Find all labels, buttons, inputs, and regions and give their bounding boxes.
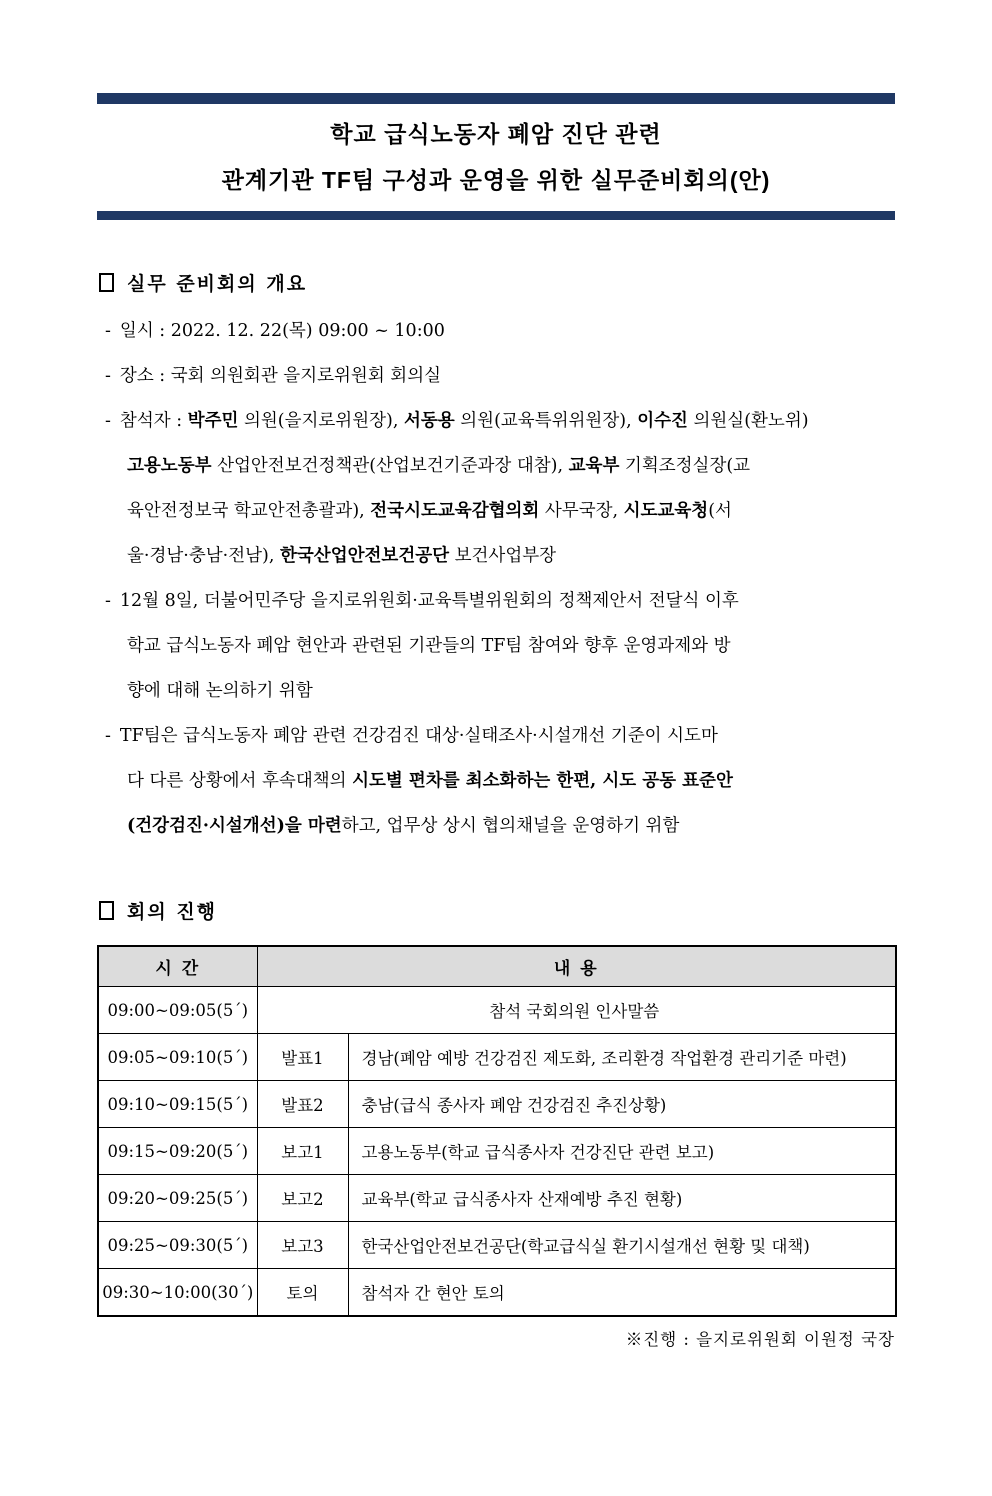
agenda-content-cell: 충남(급식 종사자 폐암 건강검진 추진상황) [348,1081,896,1128]
section-heading-overview-label: 실무 준비회의 개요 [127,273,308,295]
text-segment: 기획조정실장(교 [619,456,751,476]
bullet-continuation-line [97,444,895,489]
table-row [98,1128,896,1175]
bullet-line [97,309,895,354]
text-segment: (서 [708,501,732,521]
text-segment: 사무국장, [539,501,624,521]
document-title-line-1: 학교 급식노동자 폐암 진단 관련 [330,121,662,147]
dash-bullet: - [105,591,111,611]
agenda-label-cell: 보고1 [257,1128,348,1175]
section-heading-agenda [97,897,895,924]
footer-note: ※진행 : 을지로위원회 이원정 국장 [625,1330,895,1349]
title-top-rule [97,93,895,104]
text-segment: 의원(을지로위원장), [238,411,404,431]
bullet-line [97,399,895,444]
text-segment: 하고, 업무상 상시 협의채널을 운영하기 위함 [341,816,680,836]
agenda-time-cell: 09:25~09:30(5´) [98,1222,257,1269]
bullet-line [97,714,895,759]
text-segment: 참석자 : [119,411,188,431]
text-segment: 장소 : 국회 의원회관 을지로위원회 회의실 [119,366,442,386]
table-row [98,1269,896,1317]
agenda-header-content: 내 용 [257,946,896,987]
emphasized-text: 교육부 [568,456,620,476]
table-row [98,1222,896,1269]
text-segment: 울·경남·충남·전남), [127,546,280,566]
agenda-time-cell: 09:00~09:05(5´) [98,987,257,1034]
bullet-continuation-line [97,624,895,669]
bullet-continuation-line [97,759,895,804]
agenda-label-cell: 보고3 [257,1222,348,1269]
text-segment: 학교 급식노동자 폐암 현안과 관련된 기관들의 TF팀 참여와 향후 운영과제와 방 [127,636,731,656]
agenda-content-cell: 참석 국회의원 인사말씀 [257,987,896,1034]
text-segment: 12월 8일, 더불어민주당 을지로위원회·교육특별위원회의 정책제안서 전달식 이후 [119,591,739,611]
agenda-time-cell: 09:30~10:00(30´) [98,1269,257,1317]
text-segment: 일시 : 2022. 12. 22(목) 09:00 ~ 10:00 [119,321,445,341]
title-block [97,104,895,211]
bullet-line [97,579,895,624]
square-bullet-icon [99,273,114,292]
bullet-continuation-line [97,534,895,579]
text-segment: 보건사업부장 [449,546,557,566]
text-segment: 의원(교육특위위원장), [454,411,638,431]
agenda-time-cell: 09:20~09:25(5´) [98,1175,257,1222]
table-row [98,1081,896,1128]
emphasized-text: 시도별 편차를 최소화하는 한편, 시도 공동 표준안 [352,771,733,791]
emphasized-text: 전국시도교육감협의회 [370,501,540,521]
agenda-time-cell: 09:15~09:20(5´) [98,1128,257,1175]
section-heading-agenda-label: 회의 진행 [127,901,218,923]
agenda-time-cell: 09:10~09:15(5´) [98,1081,257,1128]
agenda-content-cell: 고용노동부(학교 급식종사자 건강진단 관련 보고) [348,1128,896,1175]
square-bullet-icon [99,901,114,920]
dash-bullet: - [105,726,111,746]
text-segment: 산업안전보건정책관(산업보건기준과장 대참), [211,456,569,476]
document-page [0,93,992,1350]
emphasized-text: 시도교육청 [623,501,709,521]
emphasized-text: 한국산업안전보건공단 [279,546,450,566]
bullet-continuation-line [97,804,895,849]
agenda-header-row [98,946,896,987]
bullet-line [97,354,895,399]
bullet-continuation-line [97,669,895,714]
dash-bullet: - [105,411,111,431]
agenda-time-cell: 09:05~09:10(5´) [98,1034,257,1081]
agenda-table [97,945,897,1317]
emphasized-text: 박주민 [187,411,239,431]
agenda-label-cell: 토의 [257,1269,348,1317]
agenda-content-cell: 경남(폐암 예방 건강검진 제도화, 조리환경 작업환경 관리기준 마련) [348,1034,896,1081]
dash-bullet: - [105,321,111,341]
text-segment: TF팀은 급식노동자 폐암 관련 건강검진 대상·실태조사·시설개선 기준이 시도마 [119,726,718,746]
text-segment: 의원실(환노위) [687,411,809,431]
agenda-content-cell: 참석자 간 현안 토의 [348,1269,896,1317]
emphasized-text: 고용노동부 [127,456,212,476]
overview-list [97,309,895,849]
agenda-content-cell: 한국산업안전보건공단(학교급식실 환기시설개선 현황 및 대책) [348,1222,896,1269]
agenda-label-cell: 발표2 [257,1081,348,1128]
dash-bullet: - [105,366,111,386]
text-segment: 향에 대해 논의하기 위함 [127,681,313,701]
emphasized-text: 서동용 [403,411,455,431]
table-row [98,1175,896,1222]
section-heading-overview [97,269,895,296]
table-row [98,987,896,1034]
bullet-continuation-line [97,489,895,534]
emphasized-text: (건강검진·시설개선)을 마련 [127,816,342,836]
agenda-content-cell: 교육부(학교 급식종사자 산재예방 추진 현황) [348,1175,896,1222]
document-title-line-2: 관계기관 TF팀 구성과 운영을 위한 실무준비회의(안) [221,167,771,193]
table-row [98,1034,896,1081]
text-segment: 육안전정보국 학교안전총괄과), [127,501,371,521]
agenda-label-cell: 보고2 [257,1175,348,1222]
title-bottom-rule [97,211,895,220]
text-segment: 다 다른 상황에서 후속대책의 [127,771,353,791]
agenda-header-time: 시 간 [98,946,257,987]
emphasized-text: 이수진 [637,411,688,431]
agenda-label-cell: 발표1 [257,1034,348,1081]
